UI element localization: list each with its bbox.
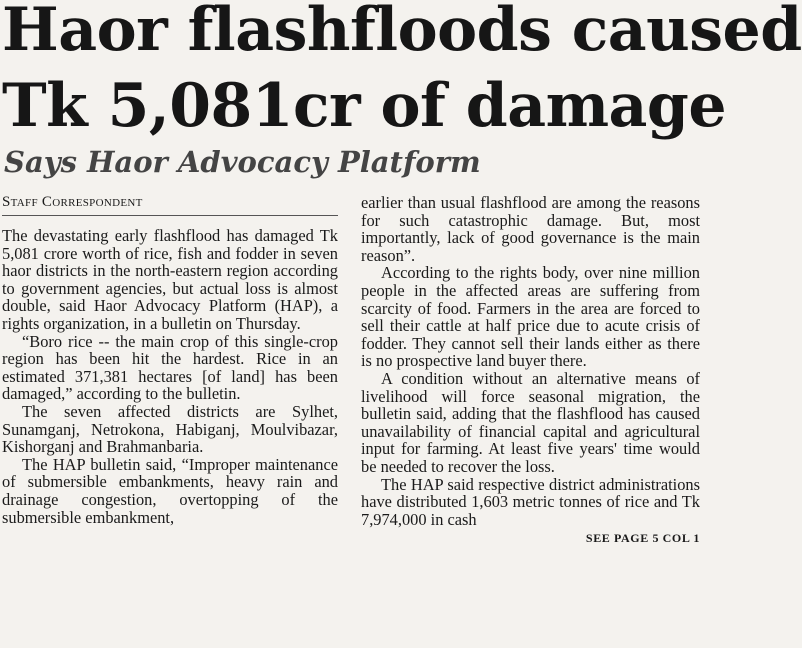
paragraph: The seven affected districts are Sylhet, Sunamganj, Netrokona, Habiganj, Moulvibazar, Kishorganj and Brahmanbaria. [2,401,338,457]
paragraph: “Boro rice -- the main crop of this single-crop region has been hit the hardest. Rice in an estimated 371,381 hectares [of land] has been damaged,” according to the bulletin. [2,331,338,404]
continuation-line: SEE PAGE 5 COL 1 [585,531,700,546]
subheadline: Says Haor Advocacy Platform [4,145,481,179]
paragraph: According to the rights body, over nine million people in the affected areas are suffering from scarcity of food. Farmers in the area are forced to sell their cattle at half price due to acute crisis of fodder. They cannot sell their lands either as there is no prospective land buyer there. [361,263,700,371]
article-column-right [361,194,700,546]
paragraph: The HAP said respective district administrations have distributed 1,603 metric tonnes of rice and Tk 7,974,000 in cash [361,474,700,529]
headline [2,0,802,144]
headline-line-2: Tk 5,081cr of damage [2,71,727,141]
paragraph: The devastating early flashflood has damaged Tk 5,081 crore worth of rice, fish and fodder in seven haor districts in the north-eastern region according to government agencies, but actual loss is almost double, said Haor Advocacy Platform (HAP), a rights organization, in a bulletin on Thursday. [2,226,338,333]
paragraph: A condition without an alternative means of livelihood will force seasonal migration, the bulletin said, adding that the flashflood has caused unavailability of financial capital and agricultural input for farming. At least five years' time would be needed to recover the loss. [361,368,700,476]
paragraph: The HAP bulletin said, “Improper maintenance of submersible embankments, heavy rain and drainage congestion, overtopping of the submersible embankment, [2,454,338,527]
article-column-left [2,194,338,526]
headline-line-1: Haor flashfloods caused [2,0,802,65]
byline: Staff Correspondent [2,194,338,216]
paragraph: earlier than usual flashflood are among the reasons for such catastrophic damage. But, most importantly, lack of good governance is the main reason”. [361,193,700,265]
